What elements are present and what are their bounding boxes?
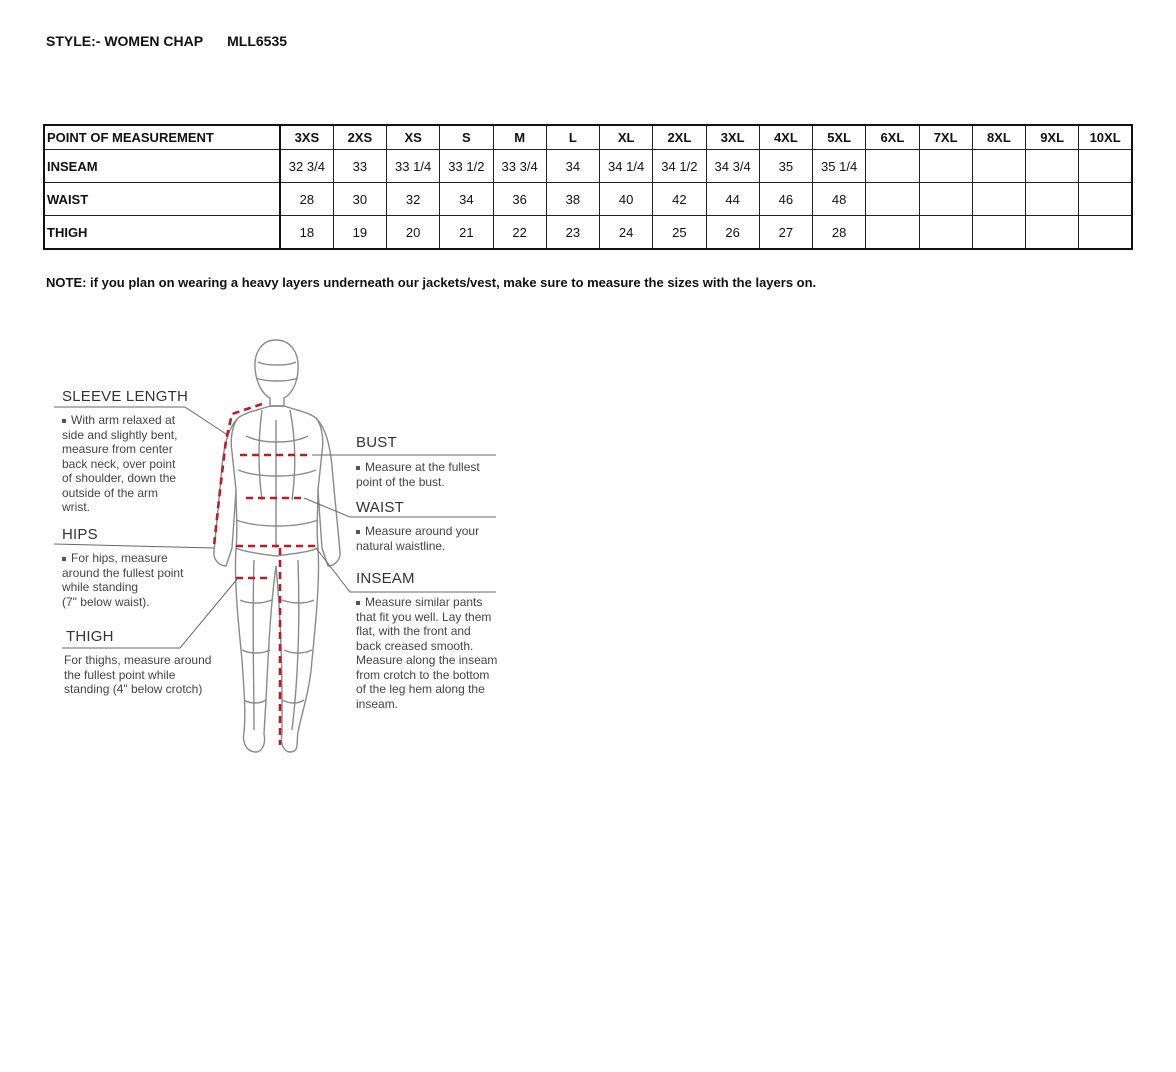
size-header: 4XL — [759, 125, 812, 150]
table-cell: 24 — [600, 216, 653, 250]
bullet-icon — [356, 530, 360, 534]
bullet-icon — [62, 557, 66, 561]
inseam-text: from crotch to the bottom — [356, 667, 490, 682]
table-cell: 21 — [440, 216, 493, 250]
table-cell — [972, 216, 1025, 250]
bullet-icon — [62, 419, 66, 423]
table-cell: 34 — [440, 183, 493, 216]
sleeve-text: measure from center — [62, 442, 173, 456]
table-cell — [1026, 183, 1079, 216]
inseam-text: of the leg hem along the — [356, 682, 485, 696]
size-header: 6XL — [866, 125, 919, 150]
table-row — [44, 183, 1132, 216]
size-header: 8XL — [972, 125, 1025, 150]
thigh-text: standing (4" below crotch) — [64, 682, 203, 696]
size-header: M — [493, 125, 546, 150]
sleeve-text: of shoulder, down the — [62, 471, 177, 485]
table-cell — [866, 150, 919, 183]
table-cell — [919, 150, 972, 183]
sleeve-text: With arm relaxed at — [62, 413, 232, 428]
table-cell — [972, 150, 1025, 183]
sleeve-text: outside of the arm — [62, 485, 159, 500]
table-cell — [1026, 216, 1079, 250]
table-cell: 26 — [706, 216, 759, 250]
table-cell: 33 1/4 — [387, 150, 440, 183]
table-cell — [1079, 183, 1132, 216]
style-label: STYLE:- WOMEN CHAP — [46, 33, 204, 49]
table-cell: 46 — [759, 183, 812, 216]
table-cell — [866, 216, 919, 250]
bust-text: point of the bust. — [356, 474, 445, 489]
size-header-row — [44, 125, 1132, 150]
table-cell: 23 — [546, 216, 599, 250]
size-chart-table — [43, 124, 1133, 250]
bust-text: Measure at the fullest — [356, 460, 506, 475]
table-cell: 44 — [706, 183, 759, 216]
hips-text: (7" below waist). — [62, 594, 150, 609]
hips-annotation — [62, 526, 232, 609]
size-header: 9XL — [1026, 125, 1079, 150]
inseam-text: that fit you well. Lay them — [356, 609, 492, 624]
table-row — [44, 150, 1132, 183]
table-cell: 33 1/2 — [440, 150, 493, 183]
table-cell: 35 1/4 — [813, 150, 866, 183]
bullet-icon — [356, 601, 360, 605]
table-cell — [919, 183, 972, 216]
thigh-annotation — [66, 628, 246, 697]
waist-annotation — [356, 499, 506, 553]
head-outline — [255, 340, 298, 406]
table-cell: 20 — [387, 216, 440, 250]
table-cell: 27 — [759, 216, 812, 250]
inseam-text: Measure similar pants — [356, 595, 516, 610]
table-cell — [866, 183, 919, 216]
table-cell: 38 — [546, 183, 599, 216]
table-cell: 25 — [653, 216, 706, 250]
hips-text: For hips, measure — [62, 551, 232, 566]
hips-text: around the fullest point — [62, 565, 184, 580]
torso-outline — [231, 406, 323, 556]
table-cell — [1079, 216, 1132, 250]
size-header: 7XL — [919, 125, 972, 150]
table-cell — [1026, 150, 1079, 183]
size-header: XL — [600, 125, 653, 150]
table-cell: 22 — [493, 216, 546, 250]
inseam-title: INSEAM — [356, 570, 415, 587]
table-cell: 32 — [387, 183, 440, 216]
row-label: THIGH — [44, 216, 280, 250]
size-header: 10XL — [1079, 125, 1132, 150]
size-header: 2XS — [333, 125, 386, 150]
bust-title: BUST — [356, 434, 397, 451]
inseam-text: Measure along the inseam — [356, 653, 498, 667]
table-cell: 36 — [493, 183, 546, 216]
thigh-text: For thighs, measure around — [64, 653, 212, 667]
size-header: 5XL — [813, 125, 866, 150]
table-cell: 19 — [333, 216, 386, 250]
hips-title: HIPS — [62, 526, 98, 543]
sleeve-text: wrist. — [62, 500, 90, 514]
size-header: 3XS — [280, 125, 333, 150]
right-arm-outline — [316, 418, 340, 566]
hips-text: while standing — [62, 580, 139, 594]
size-header: 3XL — [706, 125, 759, 150]
table-cell: 33 3/4 — [493, 150, 546, 183]
inseam-text: flat, with the front and — [356, 624, 471, 638]
inseam-text: back creased smooth. — [356, 638, 474, 653]
row-label: WAIST — [44, 183, 280, 216]
table-cell: 30 — [333, 183, 386, 216]
table-cell: 34 3/4 — [706, 150, 759, 183]
table-cell — [1079, 150, 1132, 183]
table-cell: 28 — [813, 216, 866, 250]
inseam-annotation — [356, 570, 516, 711]
waist-text: natural waistline. — [356, 538, 446, 553]
table-cell: 35 — [759, 150, 812, 183]
table-cell: 33 — [333, 150, 386, 183]
style-header — [46, 33, 287, 49]
table-cell: 32 3/4 — [280, 150, 333, 183]
thigh-title: THIGH — [66, 628, 114, 645]
table-cell: 34 1/4 — [600, 150, 653, 183]
table-cell: 34 1/2 — [653, 150, 706, 183]
inseam-text: inseam. — [356, 696, 399, 711]
waist-title: WAIST — [356, 499, 404, 516]
bullet-icon — [356, 466, 360, 470]
table-row — [44, 216, 1132, 250]
size-header: XS — [387, 125, 440, 150]
layering-note: NOTE: if you plan on wearing a heavy layers underneath our jackets/vest, make sure to measure the sizes with the layers on. — [46, 275, 817, 290]
table-cell — [972, 183, 1025, 216]
table-cell: 34 — [546, 150, 599, 183]
sleeve-annotation — [62, 388, 232, 515]
table-cell: 18 — [280, 216, 333, 250]
table-cell — [919, 216, 972, 250]
sleeve-text: side and slightly bent, — [62, 427, 178, 442]
sleeve-text: back neck, over point — [62, 456, 176, 471]
table-cell: 48 — [813, 183, 866, 216]
size-header: S — [440, 125, 493, 150]
style-code: MLL6535 — [227, 33, 288, 49]
right-leg-outline — [276, 548, 319, 752]
table-cell: 40 — [600, 183, 653, 216]
table-cell: 28 — [280, 183, 333, 216]
sleeve-title: SLEEVE LENGTH — [62, 388, 188, 405]
waist-text: Measure around your — [356, 524, 506, 539]
size-header: 2XL — [653, 125, 706, 150]
measurement-figure — [0, 330, 520, 770]
size-header: L — [546, 125, 599, 150]
table-cell: 42 — [653, 183, 706, 216]
bust-annotation — [356, 434, 506, 489]
row-label: INSEAM — [44, 150, 280, 183]
thigh-text: the fullest point while — [64, 667, 176, 682]
corner-label: POINT OF MEASUREMENT — [44, 125, 280, 150]
